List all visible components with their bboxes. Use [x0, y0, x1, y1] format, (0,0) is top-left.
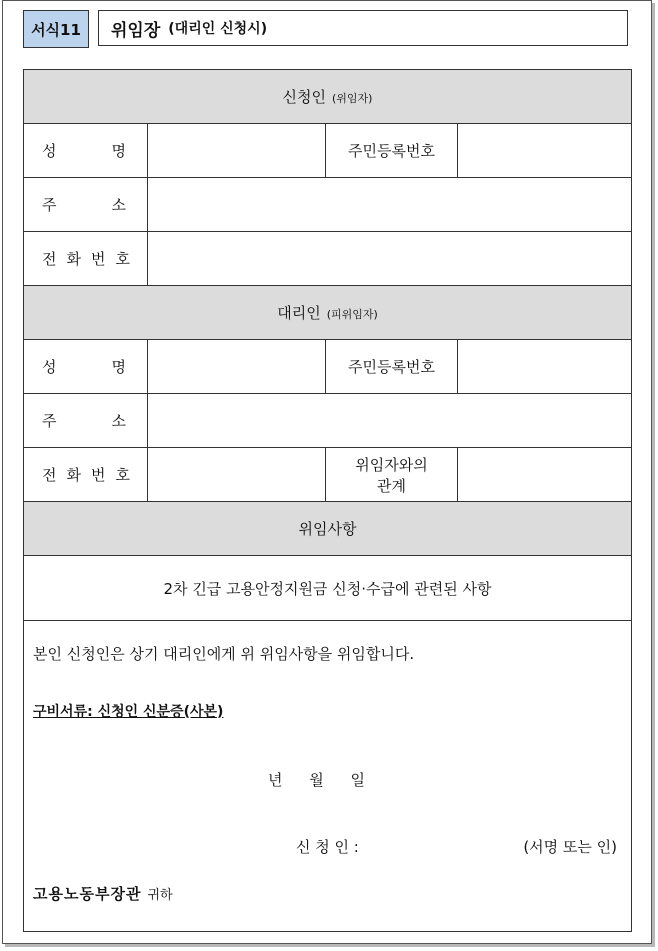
delegation-statement: 본인 신청인은 상기 대리인에게 위 위임사항을 위임합니다.: [33, 645, 415, 663]
applicant-address-label: 주 소: [24, 178, 148, 232]
applicant-name-label: 성 명: [24, 124, 148, 178]
delegation-section-header: 위임사항: [24, 502, 632, 556]
recipient: 고용노동부장관 귀하: [33, 885, 173, 903]
power-of-attorney-table: [23, 69, 632, 932]
agent-relation-label: 위임자와의 관계: [326, 448, 458, 502]
title-text: 위임장: [111, 20, 161, 41]
agent-phone-field[interactable]: [148, 448, 326, 502]
applicant-id-field[interactable]: [458, 124, 632, 178]
honorific: 귀하: [147, 888, 173, 903]
title-subtitle: (대리인 신청시): [168, 21, 268, 37]
date-line[interactable]: 년 월 일: [268, 771, 366, 789]
applicant-address-field[interactable]: [148, 178, 632, 232]
delegation-content: 2차 긴급 고용안정지원금 신청·수급에 관련된 사항: [24, 556, 632, 621]
signature-note[interactable]: (서명 또는 인): [523, 838, 618, 856]
applicant-phone-label: 전 화 번 호: [24, 232, 148, 286]
agent-name-field[interactable]: [148, 340, 326, 394]
agent-id-label: 주민등록번호: [326, 340, 458, 394]
declaration-area: [24, 621, 632, 932]
agent-phone-label: 전 화 번 호: [24, 448, 148, 502]
agent-section-header: 대리인 (피위임자): [24, 286, 632, 340]
agent-address-label: 주 소: [24, 394, 148, 448]
required-documents: 구비서류: 신청인 신분증(사본): [33, 704, 224, 720]
applicant-phone-field[interactable]: [148, 232, 632, 286]
applicant-section-header: 신청인 (위임자): [24, 70, 632, 124]
applicant-name-field[interactable]: [148, 124, 326, 178]
signer-label: 신 청 인 :: [296, 838, 359, 856]
applicant-id-label: 주민등록번호: [326, 124, 458, 178]
form-number-badge: 서식11: [23, 10, 89, 48]
agent-id-field[interactable]: [458, 340, 632, 394]
agent-name-label: 성 명: [24, 340, 148, 394]
agent-address-field[interactable]: [148, 394, 632, 448]
form-title: [98, 10, 628, 46]
agent-relation-field[interactable]: [458, 448, 632, 502]
